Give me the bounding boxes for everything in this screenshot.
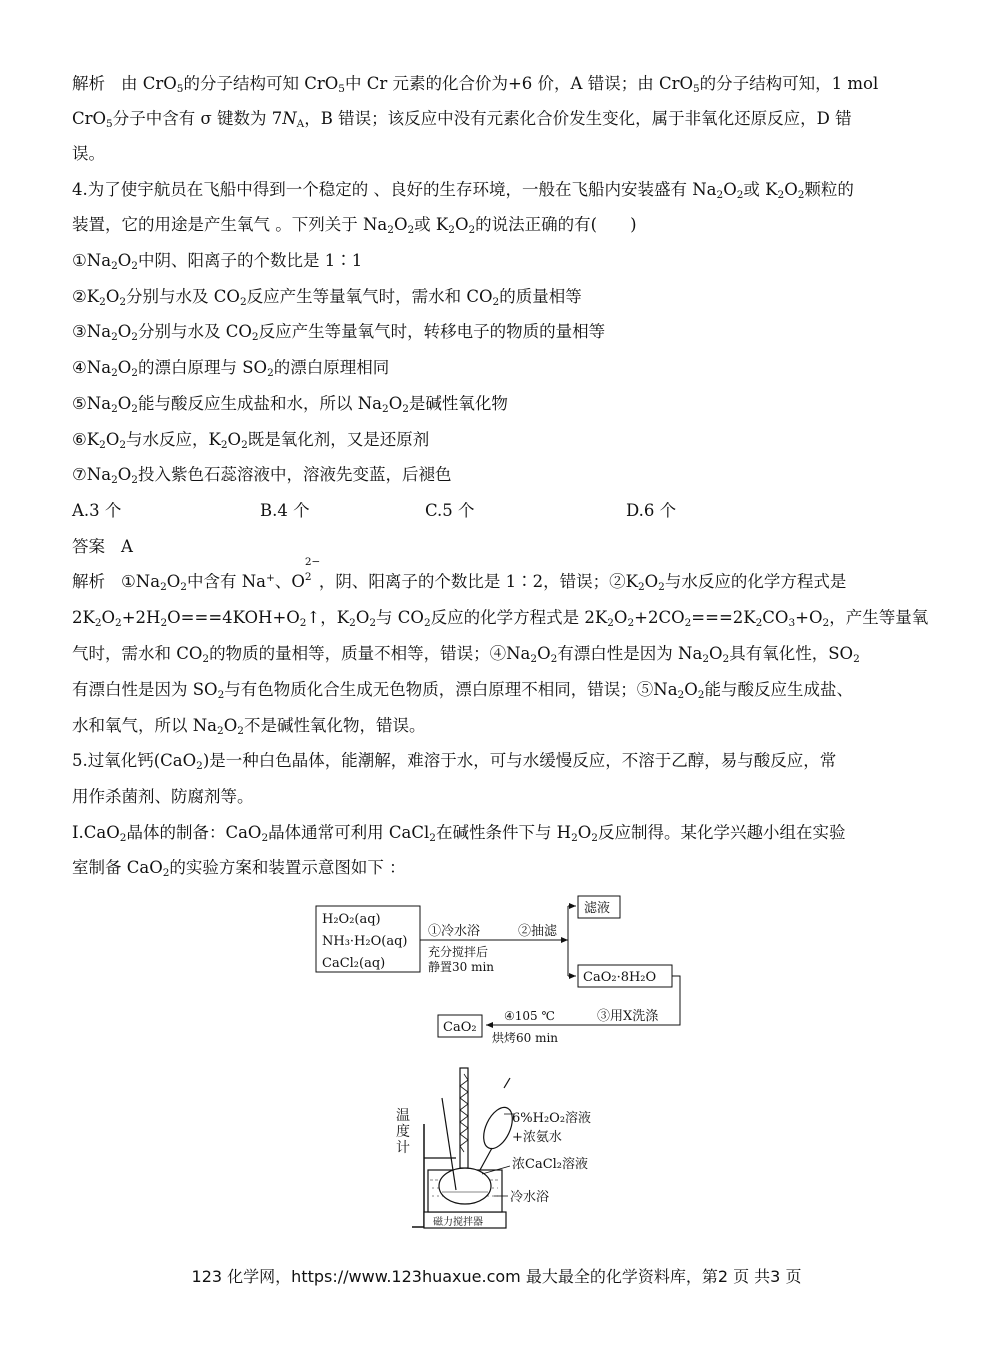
q4-statement-6: $⑥K_2O_2$与水反应，$K_2O_2$既是氧化剂，又是还原剂 bbox=[72, 430, 430, 451]
thermometer-label-1: 温 bbox=[396, 1108, 410, 1124]
option-c: C.5 个 bbox=[425, 501, 475, 520]
q4-stem-line1: 4.为了使宇航员在飞船中得到一个稳定的 、良好的生存环境，一般在飞船内安装盛有 $Na_2O_2$或 $K_2O_2$颗粒的 bbox=[72, 180, 854, 201]
flask-label: 浓CaCl₂溶液 bbox=[512, 1157, 589, 1172]
funnel-label-1: 6%H₂O₂溶液 bbox=[512, 1111, 592, 1126]
q4-analysis-line1: 解析 $①Na_2O_2$中含有 Na+、O 2− 2 ，阴、阳离子的个数比是 1∶2，错误；$②K_2O_2$与水反应的化学方程式是 bbox=[72, 556, 847, 593]
q4-answer: 答案 A bbox=[72, 537, 133, 556]
step1-label: ①冷水浴 bbox=[428, 924, 481, 939]
thermometer-label-2: 度 bbox=[396, 1124, 410, 1140]
option-d: D.6 个 bbox=[626, 501, 677, 520]
stirrer-label: 磁力搅拌器 bbox=[433, 1217, 483, 1228]
option-b: B.4 个 bbox=[260, 501, 310, 520]
analysis-q3-line1: 解析 由 CrO$_5$的分子结构可知 CrO$_5$中 Cr 元素的化合价为+6 价，A 错误；由 CrO$_5$的分子结构可知，1 mol bbox=[72, 74, 879, 95]
funnel-label-2: +浓氨水 bbox=[512, 1130, 562, 1145]
funnel-top bbox=[504, 1078, 510, 1088]
q4-statement-7: $⑦Na_2O_2$投入紫色石蕊溶液中，溶液先变蓝，后褪色 bbox=[72, 465, 452, 486]
q4-statement-5: $⑤Na_2O_2$能与酸反应生成盐和水，所以 $Na_2O_2$是碱性氧化物 bbox=[72, 394, 508, 415]
q4-statement-1: $①Na_2O_2$中阴、阳离子的个数比是 1∶1 bbox=[72, 251, 363, 272]
step4-detail: 烘烤60 min bbox=[492, 1031, 559, 1045]
product-label: CaO₂ bbox=[443, 1020, 477, 1035]
page-footer: 123 化学网，https://www.123huaxue.com 最大最全的化学资料库，第2 页 共3 页 bbox=[191, 1267, 802, 1286]
analysis-q3-line2: CrO$_5$分子中含有 σ 键数为 $7N_A$，B 错误；该反应中没有元素化合价发生变化，属于非氧化还原反应，D 错 bbox=[72, 109, 852, 130]
filtrate-label: 滤液 bbox=[584, 901, 611, 916]
preparation-flowchart bbox=[300, 892, 700, 1052]
funnel-stem bbox=[480, 1148, 492, 1170]
analysis-q3-line3: 误。 bbox=[72, 144, 105, 163]
q5-stem-line2: 用作杀菌剂、防腐剂等。 bbox=[72, 787, 254, 806]
option-a: A.3 个 bbox=[72, 501, 122, 520]
q4-statement-3: $③Na_2O_2$分别与水及 $CO_2$反应产生等量氧气时，转移电子的物质的量相等 bbox=[72, 322, 606, 343]
q4-statement-2: $②K_2O_2$分别与水及 $CO_2$反应产生等量氧气时，需水和 $CO_2$的质量相等 bbox=[72, 287, 582, 308]
step4-label: ④105 ℃ bbox=[504, 1009, 555, 1023]
apparatus-diagram bbox=[384, 1062, 624, 1232]
q4-options bbox=[72, 499, 772, 523]
reagent-cacl2: CaCl₂(aq) bbox=[322, 956, 386, 971]
q5-part1-line2: 室制备 CaO$_2$的实验方案和装置示意图如下 ： bbox=[72, 858, 406, 879]
step3-label: ③用X洗涤 bbox=[597, 1009, 659, 1024]
bath-label: 冷水浴 bbox=[510, 1190, 550, 1205]
step1-duration: 静置30 min bbox=[428, 960, 495, 974]
step2-label: ②抽滤 bbox=[518, 924, 558, 939]
reagent-nh3-h2o: NH₃·H₂O(aq) bbox=[322, 934, 408, 949]
q5-part1-line1: Ⅰ.CaO$_2$晶体的制备：CaO$_2$晶体通常可利用 CaCl$_2$在碱性条件下与 $H_2O_2$反应制得。某化学兴趣小组在实验 bbox=[72, 823, 846, 844]
thermometer-label-3: 计 bbox=[396, 1140, 410, 1156]
step1-detail: 充分搅拌后 bbox=[428, 945, 489, 959]
q4-analysis-line3: 气时，需水和 $CO_2$的物质的量相等，质量不相等，错误；$④Na_2O_2$有漂白性是因为 $Na_2O_2$具有氧化性，$SO_2$ bbox=[72, 644, 860, 665]
crystal-label: CaO₂·8H₂O bbox=[583, 970, 657, 985]
q5-stem-line1: 5.过氧化钙(CaO$_2$)是一种白色晶体，能潮解，难溶于水，可与水缓慢反应，不溶于乙醇，易与酸反应，常 bbox=[72, 751, 837, 772]
q4-stem-line2: 装置，它的用途是产生氧气 。下列关于 $Na_2O_2$或 $K_2O_2$的说法正确的有( ) bbox=[72, 215, 637, 236]
q4-statement-4: $④Na_2O_2$的漂白原理与 $SO_2$的漂白原理相同 bbox=[72, 358, 390, 379]
q4-analysis-line2: $2K_2O_2+2H_2O===4KOH+O_2↑$，$K_2O_2$与 $CO_2$反应的化学方程式是 $2K_2O_2+2CO_2===2K_2CO_3+O_2$，产生等量氧 bbox=[72, 608, 929, 629]
q4-analysis-line5: 水和氧气，所以 $Na_2O_2$不是碱性氧化物，错误。 bbox=[72, 716, 426, 737]
reagent-h2o2: H₂O₂(aq) bbox=[322, 912, 381, 927]
q4-analysis-line4: 有漂白性是因为 $SO_2$与有色物质化合生成无色物质，漂白原理不相同，错误；$⑤Na_2O_2$能与酸反应生成盐、 bbox=[72, 680, 853, 701]
